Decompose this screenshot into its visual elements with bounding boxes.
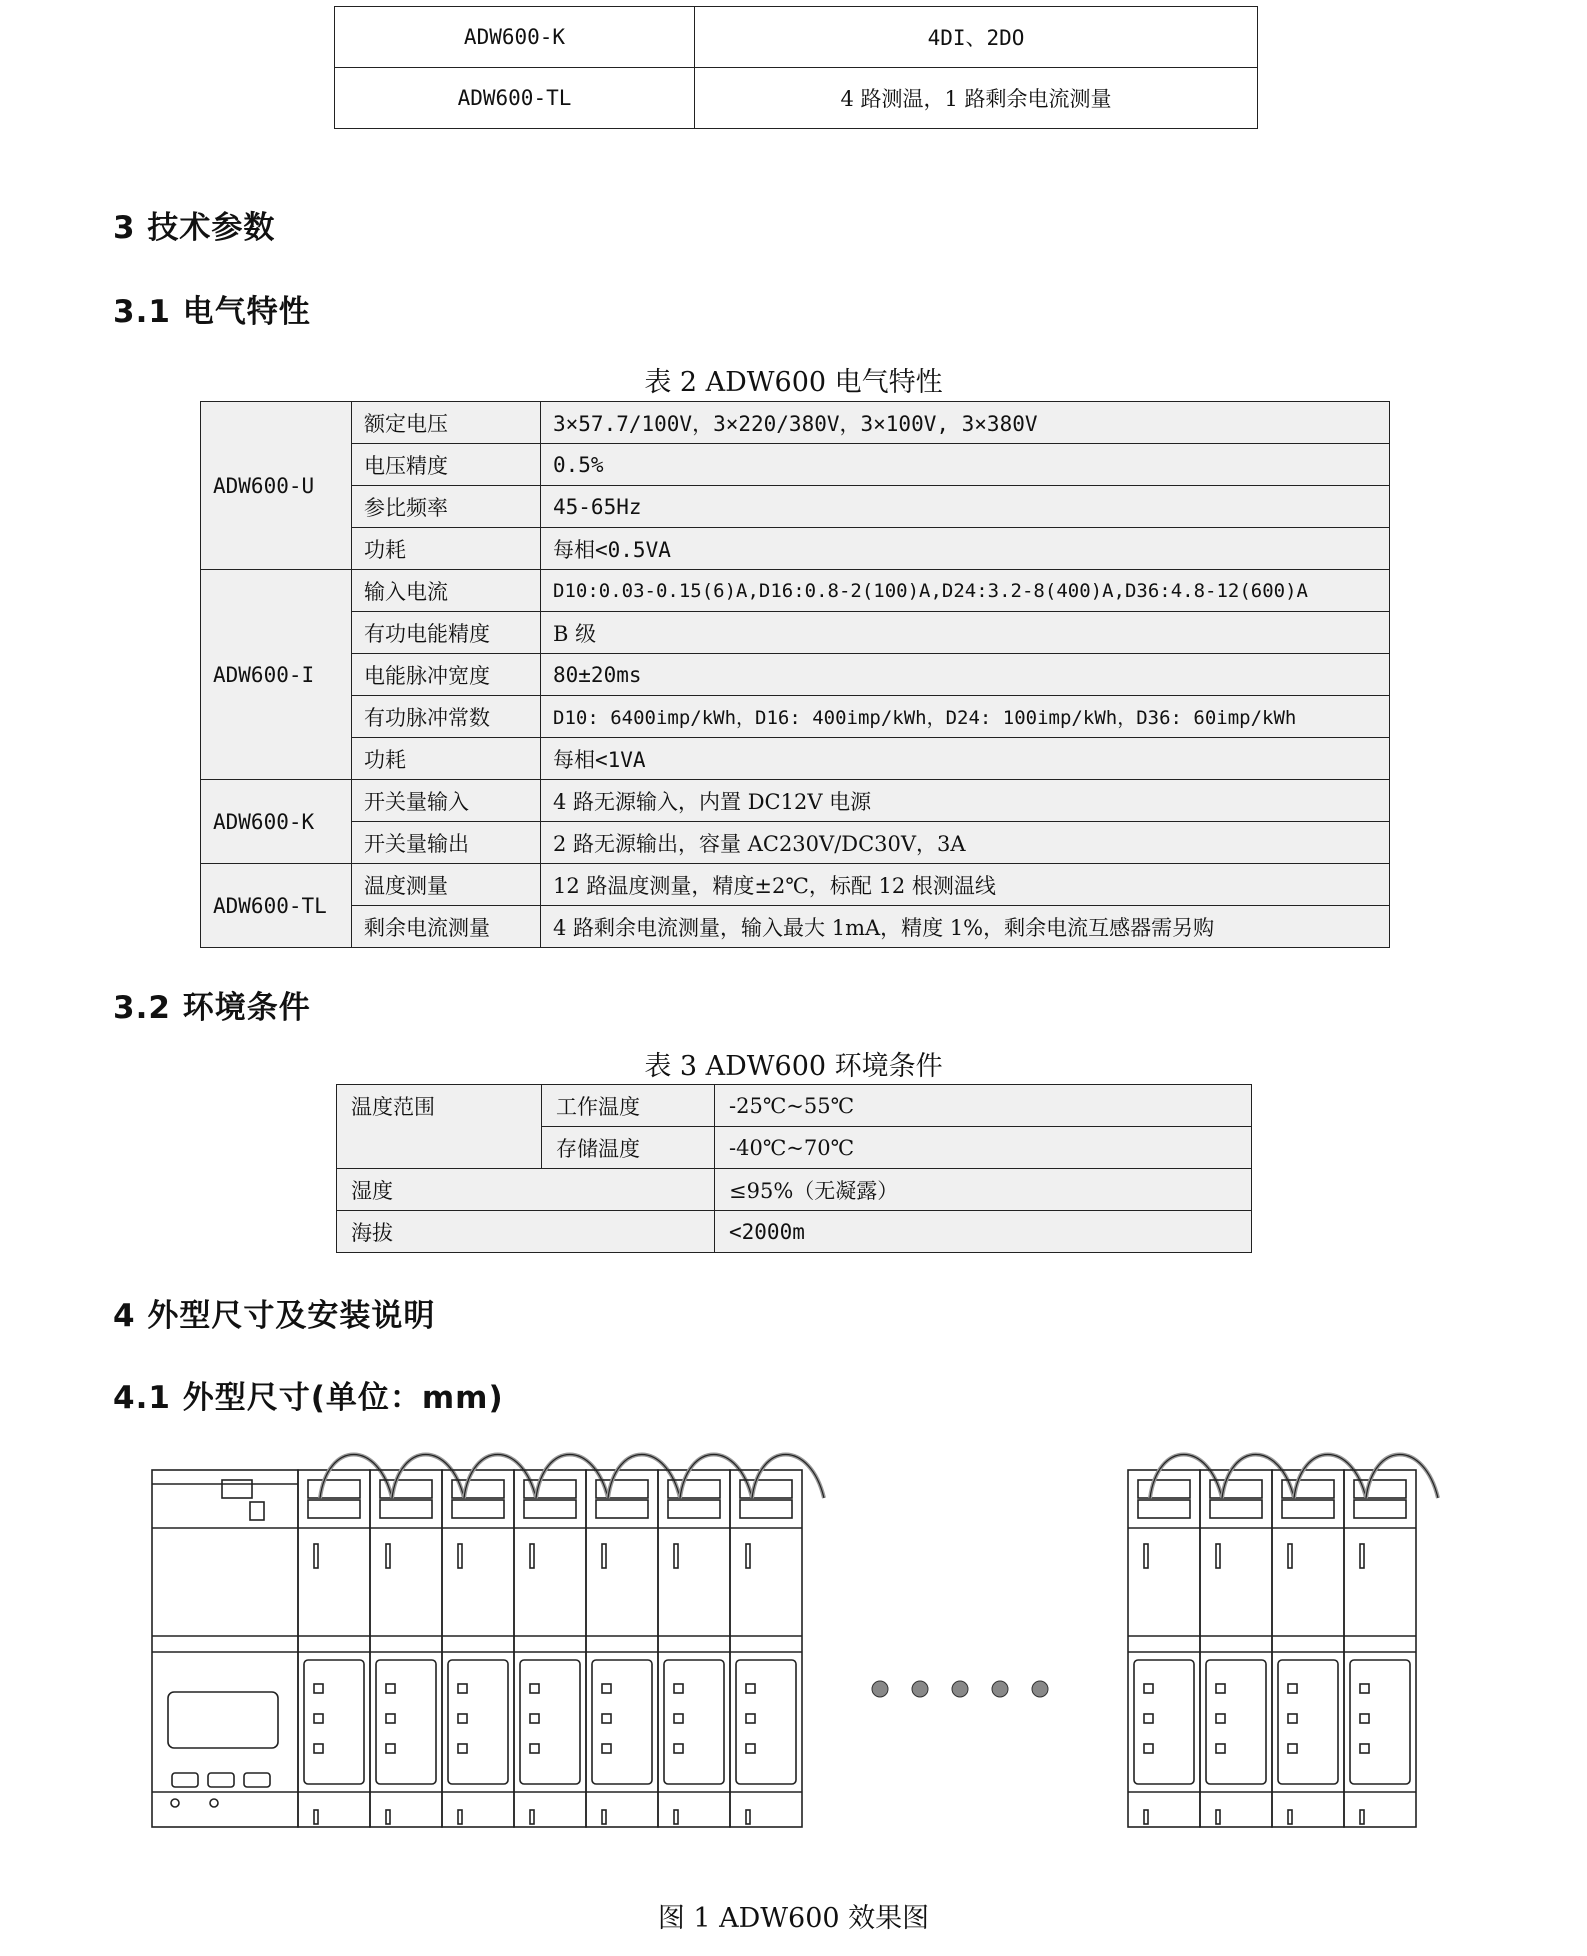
- enter-key: [172, 1773, 198, 1787]
- table-row: [201, 486, 1390, 528]
- electrical-spec-table: [200, 401, 1390, 948]
- param-cell: 电能脉冲宽度: [352, 654, 541, 696]
- label-cell: 工作温度: [542, 1085, 715, 1127]
- ellipsis-dots: [872, 1681, 1048, 1697]
- param-cell: 温度测量: [352, 864, 541, 906]
- environment-table: [336, 1084, 1252, 1253]
- table-row: [201, 402, 1390, 444]
- left-module-group: [298, 1455, 824, 1828]
- expansion-module: [658, 1455, 752, 1828]
- value-cell: <2000m: [715, 1211, 1252, 1253]
- section-4-1-heading: 4.1 外型尺寸(单位：mm): [113, 1380, 504, 1416]
- right-module-group: [1128, 1455, 1438, 1828]
- desc-cell: 4 路测温，1 路剩余电流测量: [695, 68, 1258, 129]
- table-row: [201, 612, 1390, 654]
- led-indicator: [171, 1799, 179, 1807]
- value-cell: 每相<0.5VA: [541, 528, 1390, 570]
- value-cell: 80±20ms: [541, 654, 1390, 696]
- table-row: [201, 780, 1390, 822]
- table-row: [335, 7, 1258, 68]
- model-cell: ADW600-K: [335, 7, 695, 68]
- lcd-display: [168, 1692, 278, 1748]
- param-cell: 开关量输入: [352, 780, 541, 822]
- table-row: [201, 906, 1390, 948]
- table-row: [201, 654, 1390, 696]
- model-function-table: [334, 6, 1258, 129]
- expansion-module: [514, 1455, 608, 1828]
- table3-caption: 表 3 ADW600 环境条件: [644, 1051, 943, 1082]
- table-row: [201, 570, 1390, 612]
- table-row: [201, 738, 1390, 780]
- value-cell: B 级: [541, 612, 1390, 654]
- up-key: [208, 1773, 234, 1787]
- section-4-heading: 4 外型尺寸及安装说明: [113, 1298, 436, 1334]
- section-3-2-heading: 3.2 环境条件: [113, 990, 311, 1026]
- label-cell: 湿度: [337, 1169, 715, 1211]
- value-cell: ≤95%（无凝露）: [715, 1169, 1252, 1211]
- value-cell: -40℃~70℃: [715, 1127, 1252, 1169]
- table-row: [201, 444, 1390, 486]
- param-cell: 输入电流: [352, 570, 541, 612]
- led-indicator: [210, 1799, 218, 1807]
- expansion-module: [586, 1455, 680, 1828]
- param-cell: 参比频率: [352, 486, 541, 528]
- desc-cell: 4DI、2DO: [695, 7, 1258, 68]
- param-cell: 功耗: [352, 528, 541, 570]
- table-row: [335, 68, 1258, 129]
- model-cell: ADW600-U: [201, 402, 352, 570]
- value-cell: -25℃~55℃: [715, 1085, 1252, 1127]
- expansion-module: [1200, 1455, 1294, 1828]
- param-cell: 有功电能精度: [352, 612, 541, 654]
- param-cell: 功耗: [352, 738, 541, 780]
- figure-caption: 图 1 ADW600 效果图: [657, 1903, 930, 1934]
- value-cell: 4 路剩余电流测量，输入最大 1mA，精度 1%，剩余电流互感器需另购: [541, 906, 1390, 948]
- param-cell: 剩余电流测量: [352, 906, 541, 948]
- model-cell: ADW600-TL: [335, 68, 695, 129]
- expansion-module: [370, 1455, 464, 1828]
- table-row: [337, 1211, 1252, 1253]
- param-cell: 电压精度: [352, 444, 541, 486]
- table2-caption: 表 2 ADW600 电气特性: [644, 367, 943, 398]
- model-cell: ADW600-TL: [201, 864, 352, 948]
- value-cell: 每相<1VA: [541, 738, 1390, 780]
- value-cell: 12 路温度测量，精度±2℃，标配 12 根测温线: [541, 864, 1390, 906]
- param-cell: 额定电压: [352, 402, 541, 444]
- expansion-module: [1272, 1455, 1366, 1828]
- table-row: [201, 864, 1390, 906]
- value-cell: D10: 6400imp/kWh，D16: 400imp/kWh，D24: 100imp/kWh，D36: 60imp/kWh: [541, 696, 1390, 738]
- label-cell: 海拔: [337, 1211, 715, 1253]
- main-meter-module: [152, 1470, 298, 1827]
- param-cell: 有功脉冲常数: [352, 696, 541, 738]
- value-cell: 4 路无源输入，内置 DC12V 电源: [541, 780, 1390, 822]
- section-3-heading: 3 技术参数: [113, 210, 276, 246]
- model-cell: ADW600-K: [201, 780, 352, 864]
- label-cell: 存储温度: [542, 1127, 715, 1169]
- expansion-module: [298, 1455, 392, 1828]
- table-row: [337, 1085, 1252, 1127]
- table-row: [201, 822, 1390, 864]
- down-key: [244, 1773, 270, 1787]
- value-cell: 3×57.7/100V，3×220/380V，3×100V, 3×380V: [541, 402, 1390, 444]
- value-cell: 0.5%: [541, 444, 1390, 486]
- expansion-module: [730, 1455, 824, 1828]
- table-row: [337, 1169, 1252, 1211]
- value-cell: D10:0.03-0.15(6)A,D16:0.8-2(100)A,D24:3.2-8(400)A,D36:4.8-12(600)A: [541, 570, 1390, 612]
- value-cell: 45-65Hz: [541, 486, 1390, 528]
- expansion-module: [442, 1455, 536, 1828]
- expansion-module: [1128, 1455, 1222, 1828]
- table-row: [201, 696, 1390, 738]
- expansion-module: [1344, 1455, 1438, 1828]
- table-row: [201, 528, 1390, 570]
- model-cell: ADW600-I: [201, 570, 352, 780]
- label-cell: 温度范围: [337, 1085, 542, 1169]
- device-figure: [0, 1440, 1587, 1860]
- section-3-1-heading: 3.1 电气特性: [113, 294, 311, 330]
- param-cell: 开关量输出: [352, 822, 541, 864]
- value-cell: 2 路无源输出，容量 AC230V/DC30V，3A: [541, 822, 1390, 864]
